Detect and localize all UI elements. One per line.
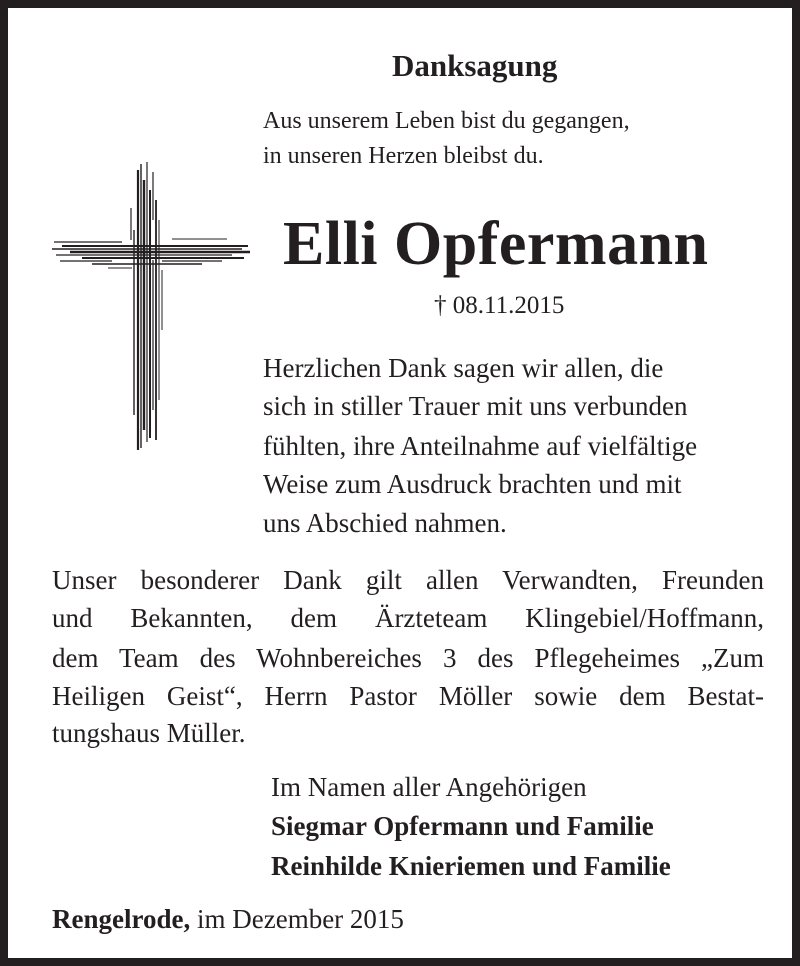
signature-intro: Im Namen aller Angehörigen [271,772,587,802]
cross-icon [52,160,252,452]
signatory: Siegmar Opfermann und Familie [271,811,654,841]
dagger-symbol: † [434,292,447,319]
verse-line-2: in unseren Herzen bleibst du. [263,143,544,169]
place-name: Rengelrode, [52,904,191,934]
date-line: im Dezember 2015 [190,904,404,934]
thanks-line: uns Abschied nahmen. [263,508,507,538]
special-thanks-line: Unser besonderer Dank gilt allen Verwandten, Freunden [52,565,764,595]
verse-line-1: Aus unserem Leben bist du gegangen, [263,108,630,134]
thanks-line: fühlten, ihre Anteilnahme auf vielfältige [263,431,698,461]
thanks-line: sich in stiller Trauer mit uns verbunden [263,391,688,421]
thanks-line: Weise zum Ausdruck brachten und mit [263,469,682,499]
death-date: 08.11.2015 [452,292,565,319]
special-thanks-line: dem Team des Wohnbereiches 3 des Pflegeheimes „Zum [52,643,764,673]
place-date-line [52,901,404,937]
special-thanks-line: tungshaus Müller. [52,718,246,748]
special-thanks-line: Heiligen Geist“, Herrn Pastor Möller sowie dem Bestat- [52,681,764,711]
death-date-line [434,290,564,322]
special-thanks-line: und Bekannten, dem Ärzteteam Klingebiel/Hoffmann, [52,603,764,633]
signatory: Reinhilde Knieriemen und Familie [271,851,671,881]
thanks-line: Herzlichen Dank sagen wir allen, die [263,353,664,383]
notice-heading: Danksagung [392,48,558,83]
deceased-name: Elli Opfermann [283,210,709,278]
